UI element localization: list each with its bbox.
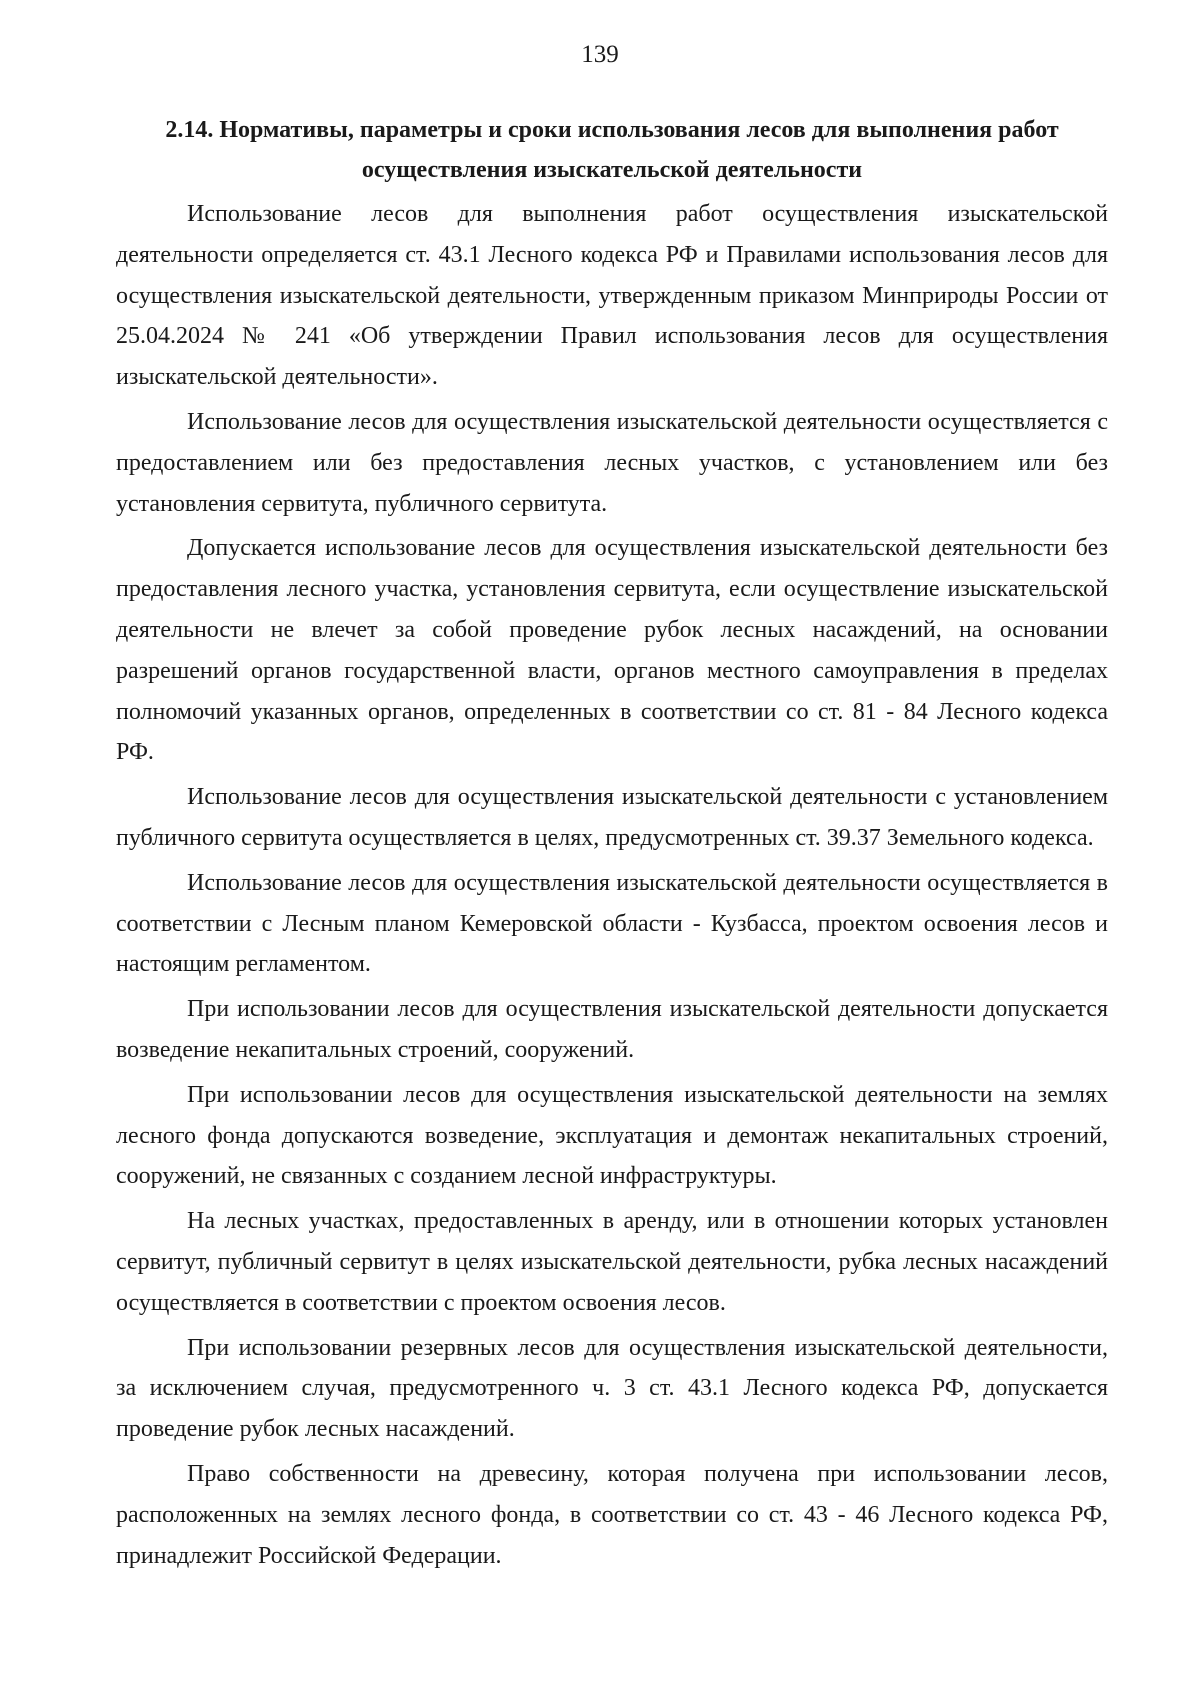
paragraph-10: Право собственности на древесину, которая получена при использовании лесов, расположенных на землях лесного фонда, в соответствии со ст. 43 - 46 Лесного кодекса РФ, принадлежит Российской Федерации. bbox=[116, 1460, 1108, 1569]
section-title bbox=[116, 110, 1108, 190]
paragraph-6: При использовании лесов для осуществления изыскательской деятельности допускается возведение некапитальных строений, сооружений. bbox=[116, 996, 1108, 1063]
paragraph-3: Допускается использование лесов для осуществления изыскательской деятельности без предоставления лесного участка, установления сервитута, если осуществление изыскательской деятельности не влечет за собой проведение рубок лесных насаждений, на основании разрешений органов государственной власти, органов местного самоуправления в пределах полномочий указанных органов, определенных в соответствии со ст. 81 - 84 Лесного кодекса РФ. bbox=[116, 535, 1108, 766]
paragraph-7: При использовании лесов для осуществления изыскательской деятельности на землях лесного фонда допускаются возведение, эксплуатация и демонтаж некапитальных строений, сооружений, не связанных с созданием лесной инфраструктуры. bbox=[116, 1081, 1108, 1190]
section-title-line-1: 2.14. Нормативы, параметры и сроки использования лесов для выполнения работ bbox=[165, 117, 1059, 143]
paragraph-9: При использовании резервных лесов для осуществления изыскательской деятельности, за исключением случая, предусмотренного ч. 3 ст. 43.1 Лесного кодекса РФ, допускается проведение рубок лесных насаждений. bbox=[116, 1334, 1108, 1443]
document-body bbox=[116, 110, 1108, 1580]
paragraph-4: Использование лесов для осуществления изыскательской деятельности с установлением публичного сервитута осуществляется в целях, предусмотренных ст. 39.37 Земельного кодекса. bbox=[116, 784, 1108, 851]
paragraph-8: На лесных участках, предоставленных в аренду, или в отношении которых установлен сервитут, публичный сервитут в целях изыскательской деятельности, рубка лесных насаждений осуществляется в соответствии с проектом освоения лесов. bbox=[116, 1208, 1108, 1316]
paragraph-1: Использование лесов для выполнения работ осуществления изыскательской деятельности определяется ст. 43.1 Лесного кодекса РФ и Правилами использования лесов для осуществления изыскательской деятельности, утвержденным приказом Минприроды России от 25.04.2024 № 241 «Об утверждении Правил использования лесов для осуществления изыскательской деятельности». bbox=[116, 201, 1108, 391]
paragraph-5: Использование лесов для осуществления изыскательской деятельности осуществляется в соответствии с Лесным планом Кемеровской области - Кузбасса, проектом освоения лесов и настоящим регламентом. bbox=[116, 869, 1108, 978]
section-title-line-2: осуществления изыскательской деятельности bbox=[361, 157, 863, 183]
page-number: 139 bbox=[581, 41, 619, 68]
paragraph-2: Использование лесов для осуществления изыскательской деятельности осуществляется с предоставлением или без предоставления лесных участков, с установлением или без установления сервитута, публичного сервитута. bbox=[116, 408, 1108, 517]
